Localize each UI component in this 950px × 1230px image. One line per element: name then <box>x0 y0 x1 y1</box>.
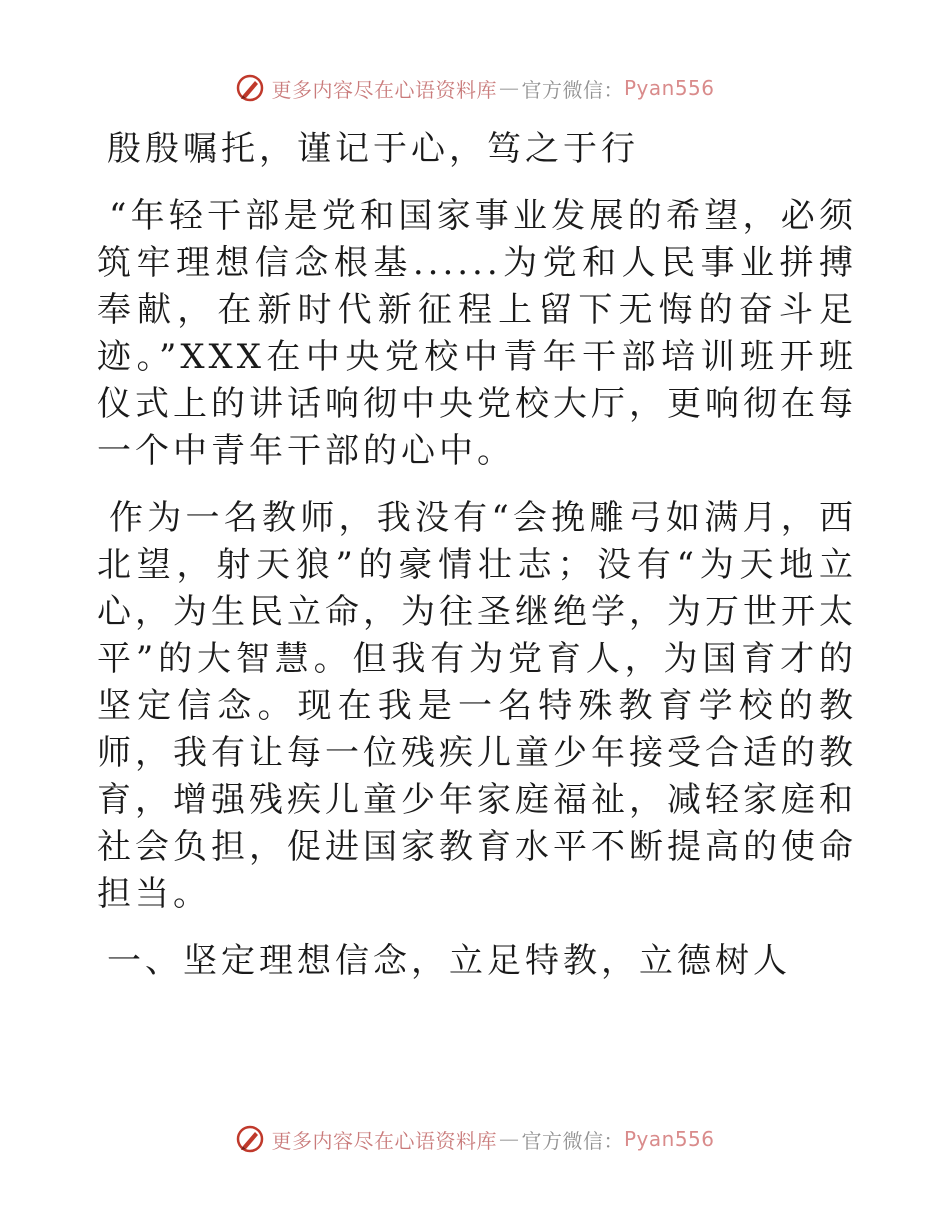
watermark-id: Pyan556 <box>623 1127 715 1151</box>
watermark-sub-text: 官方微信： <box>521 77 624 102</box>
watermark-separator: — <box>498 76 520 100</box>
document-body <box>97 126 857 1005</box>
header-watermark <box>0 73 950 103</box>
footer-watermark <box>0 1124 950 1154</box>
pen-logo-icon <box>235 73 265 103</box>
watermark-sub-text: 官方微信： <box>521 1128 624 1153</box>
section-heading: 一、坚定理想信念，立足特教，立德树人 <box>107 941 791 981</box>
watermark-main-text: 更多内容尽在心语资料库 <box>271 1128 497 1153</box>
document-title: 殷殷嘱托，谨记于心，笃之于行 <box>107 129 639 169</box>
watermark-separator: — <box>498 1127 520 1151</box>
pen-logo-icon <box>235 1124 265 1154</box>
watermark-main-text: 更多内容尽在心语资料库 <box>271 77 497 102</box>
watermark-id: Pyan556 <box>623 76 715 100</box>
paragraph-2: 作为一名教师，我没有“会挽雕弓如满月，西北望，射天狼”的豪情壮志；没有“为天地立心，为生民立命，为往圣继绝学，为万世开太平”的大智慧。但我有为党育人，为国育才的坚定信念。现在我是一名特殊教育学校的教师，我有让每一位残疾儿童少年接受合适的教育，增强残疾儿童少年家庭福祉，减轻家庭和社会负担，促进国家教育水平不断提高的使命担当。 <box>97 498 857 914</box>
paragraph-1: “年轻干部是党和国家事业发展的希望，必须筑牢理想信念根基......为党和人民事业拼搏奉献，在新时代新征程上留下无悔的奋斗足迹。”XXX在中央党校中青年干部培训班开班仪式上的讲话响彻中央党校大厅，更响彻在每一个中青年干部的心中。 <box>97 196 857 471</box>
